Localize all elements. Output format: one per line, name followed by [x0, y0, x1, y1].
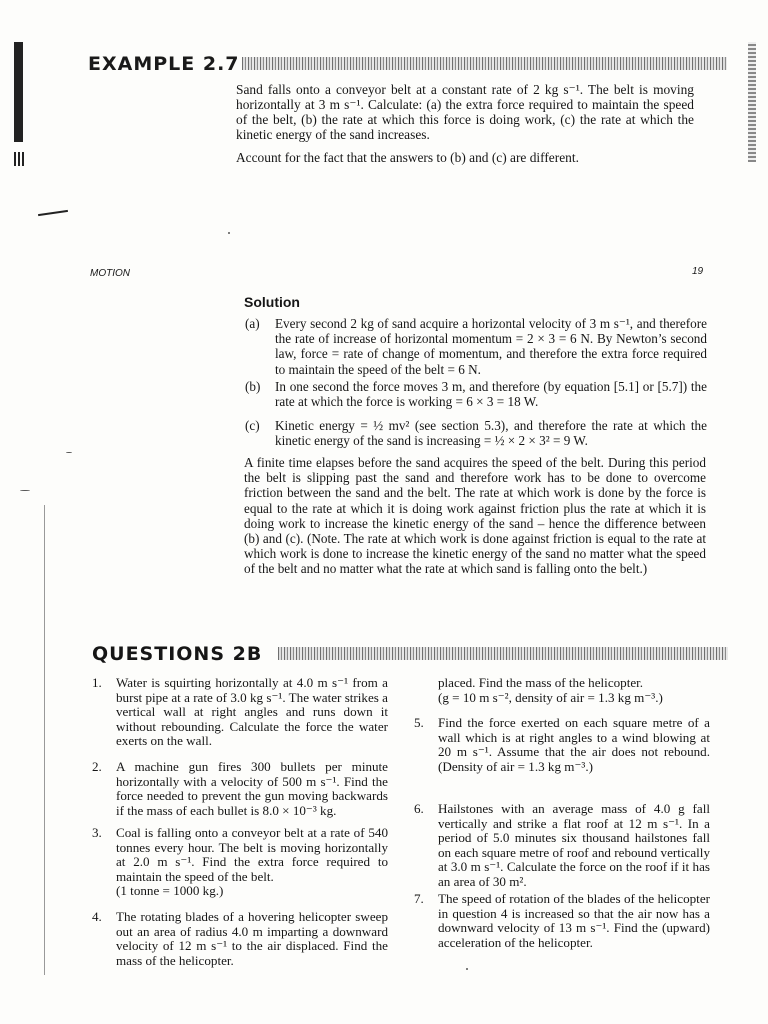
question-note: (g = 10 m s⁻², density of air = 1.3 kg m⁻³.) [438, 689, 663, 705]
question-text: Water is squirting horizontally at 4.0 m s⁻¹ from a burst pipe at a rate of 3.0 kg s⁻¹. The water strikes a vertical wall at right angles and runs down it without rebounding. Calculate the force the water exerts on the wall. [116, 675, 388, 749]
scan-speck [66, 452, 72, 453]
question-number: 5. [414, 715, 424, 730]
example-account-text: Account for the fact that the answers to (b) and (c) are different. [236, 150, 579, 165]
example-heading: EXAMPLE 2.7 [88, 53, 240, 75]
question-number: 1. [92, 675, 102, 690]
question-7 [414, 892, 710, 950]
question-number: 3. [92, 825, 102, 840]
question-number: 2. [92, 759, 102, 774]
question-number: 4. [92, 909, 102, 924]
solution-item-label: (b) [245, 379, 261, 394]
question-4 [92, 909, 388, 968]
solution-item-a [245, 316, 707, 377]
questions-heading-rule [278, 647, 728, 660]
questions-heading: QUESTIONS 2B [92, 643, 263, 665]
scan-speck [466, 968, 468, 970]
solution-item-text: In one second the force moves 3 m, and therefore (by equation [5.1] or [5.7]) the rate at which the force is working = 6 × 3 = 18 W. [275, 379, 707, 410]
question-2 [92, 760, 388, 818]
page-number: 19 [692, 266, 704, 277]
question-4-continuation: placed. Find the mass of the helicopter. [438, 675, 644, 690]
scan-edge-mark [748, 42, 756, 162]
question-text: The rotating blades of a hovering helicopter sweep out an area of radius 4.0 m imparting a downward velocity of 12 m s⁻¹ to the air displaced. Find the mass of the helicopter. [116, 909, 388, 968]
solution-item-text: Every second 2 kg of sand acquire a horizontal velocity of 3 m s⁻¹, and therefore the rate of increase of horizontal momentum = 2 × 3 = 6 N. By Newton’s second law, force = rate of change of momentum, and therefore the extra force required to maintain the speed of the belt = 6 N. [275, 316, 707, 377]
solution-item-label: (a) [245, 316, 260, 331]
scan-edge-mark [14, 42, 23, 142]
question-1 [92, 676, 388, 749]
question-4-continued [414, 676, 710, 705]
scan-speck [228, 232, 230, 234]
solution-item-text: Kinetic energy = ½ mv² (see section 5.3), and therefore the rate at which the kinetic energy of the sand is increasing = ½ × 2 × 3² = 9 W. [275, 418, 707, 449]
solution-item-label: (c) [245, 418, 260, 433]
solution-heading: Solution [244, 294, 300, 310]
question-number: 7. [414, 891, 424, 906]
scan-speck [20, 490, 30, 491]
question-text: Hailstones with an average mass of 4.0 g fall vertically and strike a flat roof at 12 m s⁻¹. In a period of 5.0 minutes six thousand hailstones fall on each square metre of roof and rebound vertically at 3.0 m s⁻¹. Calculate the force on the roof if it has an area of 30 m². [438, 801, 710, 889]
question-text: Find the force exerted on each square metre of a wall which is at right angles to a wind blowing at 20 m s⁻¹. Assume that the air does not rebound. (Density of air = 1.3 kg m⁻³.) [438, 715, 710, 774]
question-3 [92, 826, 388, 899]
scan-edge-mark [44, 505, 45, 975]
question-5 [414, 716, 710, 774]
example-problem-text: Sand falls onto a conveyor belt at a constant rate of 2 kg s⁻¹. The belt is moving horizontally at 3 m s⁻¹. Calculate: (a) the extra force required to maintain the speed of the belt, (b) the rate at which this force is doing work, (c) the rate at which the kinetic energy of the sand increases. [236, 82, 694, 142]
question-text: Coal is falling onto a conveyor belt at a rate of 540 tonnes every hour. The belt is moving horizontally at 2.0 m s⁻¹. Find the extra force required to maintain the speed of the belt. [116, 825, 388, 884]
question-6 [414, 802, 710, 890]
scan-edge-mark [38, 210, 68, 216]
question-number: 6. [414, 801, 424, 816]
solution-item-b [245, 379, 707, 409]
running-header-section: MOTION [90, 268, 130, 279]
solution-item-c [245, 418, 707, 448]
question-text: The speed of rotation of the blades of the helicopter in question 4 is increased so that the air now has a downward velocity of 13 m s⁻¹. Find the (upward) acceleration of the helicopter. [438, 891, 710, 950]
question-note: (1 tonne = 1000 kg.) [116, 883, 224, 899]
scan-edge-mark [14, 152, 26, 166]
solution-explanation: A finite time elapses before the sand acquires the speed of the belt. During this period the belt is slipping past the sand and therefore work has to be done to overcome friction between the sand and the belt. The rate at which work is done by the force is equal to the rate at which it is doing work against friction plus the rate at which it is doing work to increase the kinetic energy of the sand – hence the difference between (b) and (c). (Note. The rate at which work is done against friction is equal to the rate at which work is done to increase the kinetic energy of the sand no matter what the speed of the belt and no matter what the rate at which sand is falling onto the belt.) [244, 455, 706, 577]
question-text: A machine gun fires 300 bullets per minute horizontally with a velocity of 500 m s⁻¹. Find the force needed to prevent the gun moving backwards if the mass of each bullet is 8.0 × 10⁻³ kg. [116, 759, 388, 818]
example-heading-rule [242, 57, 727, 70]
